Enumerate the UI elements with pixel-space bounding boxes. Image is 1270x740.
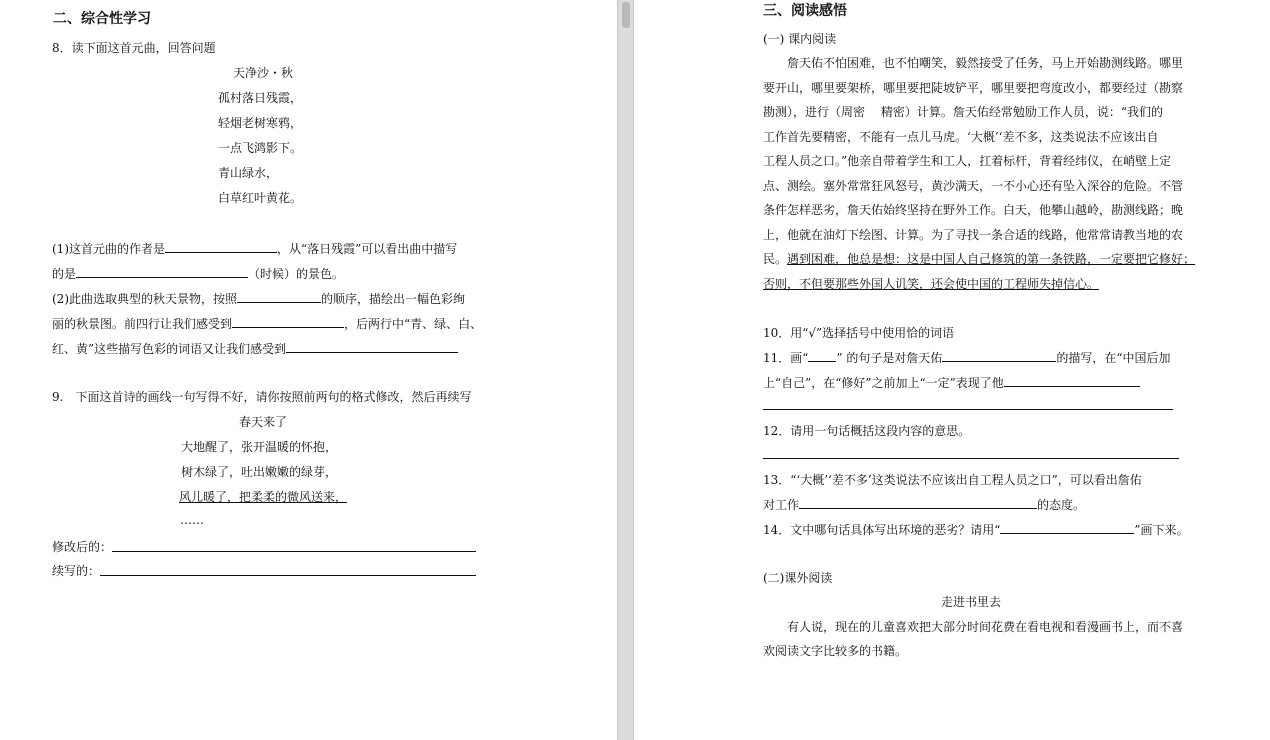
- question-9-prompt: 9. 下面这首诗的画线一句写得不好，请你按照前两句的格式修改，然后再续写: [52, 390, 472, 404]
- answer-blank-time[interactable]: [76, 265, 248, 278]
- poem-line: 青山绿水，: [217, 166, 279, 180]
- answer-blank-feeling-1[interactable]: [232, 315, 344, 328]
- article-title: 走进书里去: [940, 595, 1002, 609]
- passage-line: 条件怎样恶劣，詹天佑始终坚持在野外工作。白天，他攀山越岭，勘测线路；晚: [763, 203, 1184, 217]
- revise-label: 修改后的：: [52, 540, 113, 554]
- answer-line-q12[interactable]: [763, 458, 1179, 459]
- article-line: 有人说，现在的儿童喜欢把大部分时间花费在看电视和看漫画书上，而不喜: [787, 620, 1184, 634]
- passage-line: 工程人员之口。”他亲自带着学生和工人，扛着标杆，背着经纬仪，在峭壁上定: [763, 154, 1172, 168]
- question-8-sub2-line3: 红、黄”这些描写色彩的词语又让我们感受到: [52, 340, 458, 357]
- revise-answer-line[interactable]: [112, 551, 476, 552]
- continue-label: 续写的：: [52, 564, 101, 578]
- underline-sample: [808, 349, 836, 362]
- answer-blank-mark[interactable]: [1000, 521, 1134, 534]
- question-8-sub1-line2: 的是 （时候）的景色。: [52, 267, 345, 281]
- question-10: 10．用“√”选择括号中使用恰的词语: [763, 326, 955, 340]
- part-1-title: (一) 课内阅读: [763, 32, 837, 46]
- question-8-sub1-line1: (1)这首元曲的作者是 ，从“落日残霞”可以看出曲中描写: [52, 242, 458, 256]
- passage-line: 工作首先要精密，不能有一点儿马虎。‘大概’‘差不多，这类说法不应该出自: [763, 130, 1159, 144]
- article-line: 欢阅读文字比较多的书籍。: [763, 644, 908, 658]
- poem-line: 白草红叶黄花。: [217, 191, 303, 205]
- passage-line: 詹天佑不怕困难，也不怕嘲笑，毅然接受了任务，马上开始勘测线路。哪里: [787, 56, 1184, 70]
- answer-line-q11[interactable]: [763, 409, 1173, 410]
- answer-blank-feeling-2[interactable]: [286, 340, 458, 353]
- poem-ellipsis: ……: [180, 513, 204, 527]
- document-page-left: [0, 0, 617, 740]
- section-title-comprehensive: 二、综合性学习: [53, 11, 151, 27]
- poem-underlined-line: 风儿暖了，把柔柔的微风送来，: [178, 490, 348, 504]
- part-2-title: (二)课外阅读: [763, 571, 833, 585]
- question-13-line2: 对工作 的态度。: [763, 498, 1086, 512]
- passage-line-underlined-start: 民。遇到困难，他总是想：这是中国人自己修筑的第一条铁路，一定要把它修好；: [763, 252, 1196, 266]
- poem-line: 一点飞鸿影下。: [217, 141, 303, 155]
- question-14: 14．文中哪句话具体写出环境的恶劣？请用“ ”画下来。: [763, 523, 1189, 537]
- passage-line: 勘测），进行（周密 精密）计算。詹天佑经常勉励工作人员，说：“我们的: [763, 105, 1163, 119]
- question-8-sub2-line1: (2)此曲选取典型的秋天景物，按照 的顺序，描绘出一幅色彩绚: [52, 292, 466, 306]
- continue-answer-line[interactable]: [100, 575, 476, 576]
- passage-line: 上，他就在油灯下绘图、计算。为了寻找一条合适的线路，他常常请教当地的农: [763, 228, 1184, 242]
- question-12: 12．请用一句话概括这段内容的意思。: [763, 424, 971, 438]
- passage-line: 要开山，哪里要架桥，哪里要把陡坡铲平，哪里要把弯度改小，都要经过（勘察: [763, 81, 1184, 95]
- question-8-prompt: 8．读下面这首元曲，回答问题: [52, 41, 216, 55]
- question-8-sub2-line2: 丽的秋景图。前四行让我们感受到 ，后两行中“青、绿、白、: [52, 317, 483, 331]
- passage-line: 点、测绘。塞外常常狂风怒号，黄沙满天，一不小心还有坠入深谷的危险。不管: [763, 179, 1184, 193]
- answer-blank-spirit[interactable]: [1004, 374, 1140, 387]
- question-11-line1: 11．画“ ” 的句子是对詹天佑 的描写，在“中国后加: [763, 351, 1171, 365]
- answer-blank-attitude[interactable]: [799, 496, 1037, 509]
- poem-line: 大地醒了，张开温暖的怀抱，: [180, 440, 338, 454]
- answer-blank-author[interactable]: [165, 240, 277, 253]
- poem-line: 孤村落日残霞，: [217, 91, 303, 105]
- scrollbar-thumb[interactable]: [622, 2, 630, 28]
- answer-blank-order[interactable]: [237, 290, 321, 303]
- answer-blank-description[interactable]: [942, 349, 1056, 362]
- page-gutter: [617, 0, 634, 740]
- question-11-line2: 上“自己”，在“修好”之前加上“一定”表现了他: [763, 374, 1140, 391]
- passage-line-underlined-end: 否则，不但要那些外国人讥笑，还会使中国的工程师失掉信心。: [763, 277, 1100, 291]
- poem-line: 树木绿了，吐出嫩嫩的绿芽，: [180, 465, 338, 479]
- poem-title-tianjingsha: 天净沙・秋: [232, 66, 294, 80]
- question-13-line1: 13．“‘大概’‘差不多’这类说法不应该出自工程人员之口”，可以看出詹佑: [763, 473, 1142, 487]
- document-page-right: [634, 0, 1270, 740]
- poem-title-spring: 春天来了: [238, 415, 288, 429]
- poem-line: 轻烟老树寒鸦，: [217, 116, 303, 130]
- section-title-reading: 三、阅读感悟: [763, 3, 847, 19]
